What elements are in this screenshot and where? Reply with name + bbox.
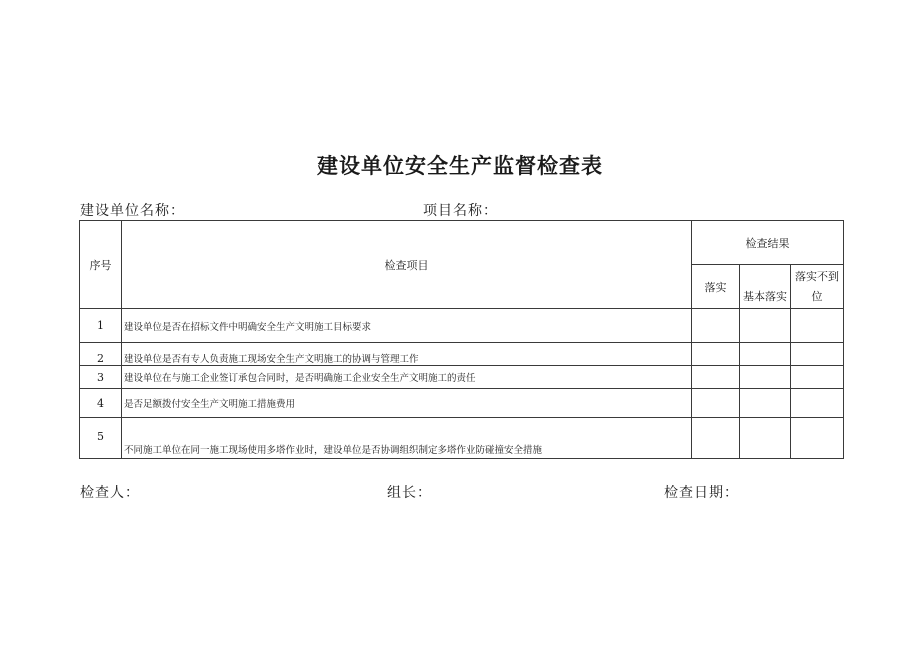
header-result-mostly: 基本落实: [740, 265, 791, 309]
leader-label: 组长：: [387, 485, 432, 501]
result-cell[interactable]: [740, 418, 791, 459]
row-item: 不同施工单位在同一施工现场使用多塔作业时，建设单位是否协调组织制定多塔作业防碰撞安全措施: [122, 418, 692, 459]
row-seq: 4: [80, 389, 122, 418]
row-seq: 5: [80, 418, 122, 459]
header-result-not-done: 落实不到位: [791, 265, 844, 309]
result-cell[interactable]: [692, 418, 740, 459]
result-cell[interactable]: [791, 309, 844, 343]
row-item: 建设单位是否在招标文件中明确安全生产文明施工目标要求: [122, 309, 692, 343]
result-cell[interactable]: [740, 343, 791, 366]
table-row: [80, 343, 844, 366]
page-title: 建设单位安全生产监督检查表: [317, 154, 603, 178]
header-seq: 序号: [80, 221, 122, 309]
header-item: 检查项目: [122, 221, 692, 309]
result-cell[interactable]: [740, 366, 791, 389]
inspector-label: 检查人：: [80, 485, 140, 501]
result-cell[interactable]: [791, 418, 844, 459]
unit-name-label: 建设单位名称：: [80, 203, 185, 219]
inspection-table: [79, 220, 844, 459]
row-item: 是否足额拨付安全生产文明施工措施费用: [122, 389, 692, 418]
row-item: 建设单位是否有专人负责施工现场安全生产文明施工的协调与管理工作: [122, 343, 692, 366]
header-result-done: 落实: [692, 265, 740, 309]
table-row: [80, 389, 844, 418]
header-result: 检查结果: [692, 221, 844, 265]
table-row: [80, 366, 844, 389]
result-cell[interactable]: [692, 389, 740, 418]
row-seq: 3: [80, 366, 122, 389]
result-cell[interactable]: [791, 366, 844, 389]
table-row: [80, 309, 844, 343]
row-seq: 2: [80, 343, 122, 366]
result-cell[interactable]: [692, 343, 740, 366]
result-cell[interactable]: [692, 366, 740, 389]
result-cell[interactable]: [791, 343, 844, 366]
result-cell[interactable]: [740, 309, 791, 343]
row-seq: 1: [80, 309, 122, 343]
result-cell[interactable]: [740, 389, 791, 418]
table-row: [80, 418, 844, 459]
row-item: 建设单位在与施工企业签订承包合同时，是否明确施工企业安全生产文明施工的责任: [122, 366, 692, 389]
result-cell[interactable]: [791, 389, 844, 418]
result-cell[interactable]: [692, 309, 740, 343]
date-label: 检查日期：: [664, 485, 739, 501]
project-name-label: 项目名称：: [423, 203, 498, 219]
